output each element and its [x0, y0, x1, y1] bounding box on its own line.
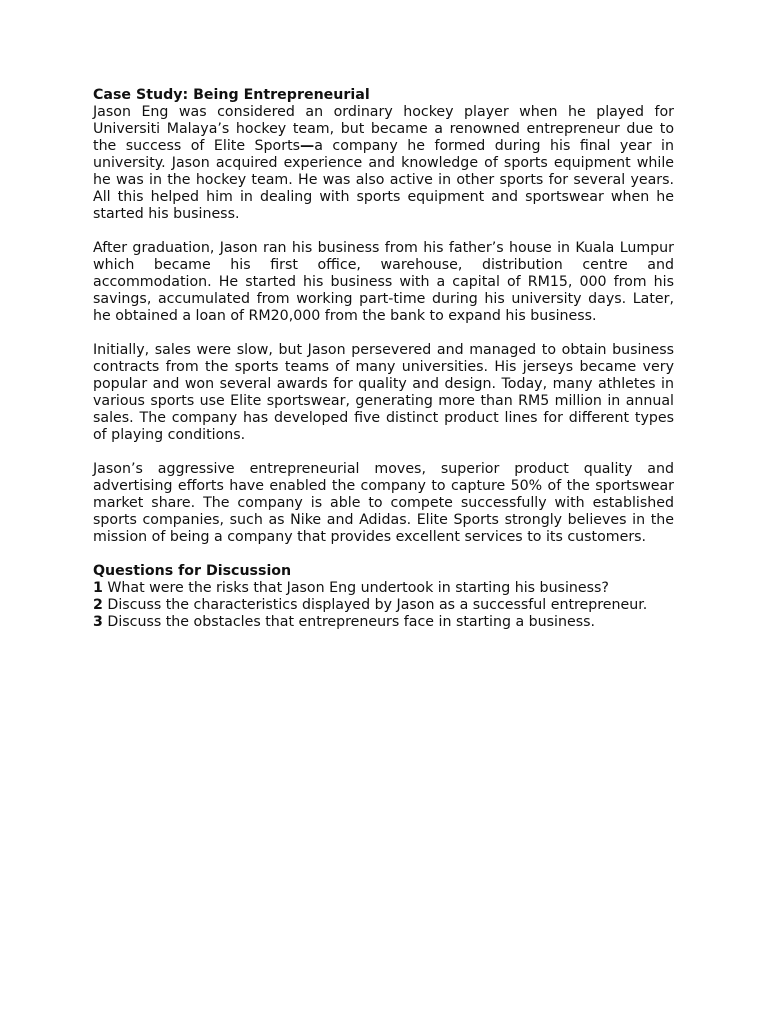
paragraph-spacer [93, 444, 674, 461]
question-text: Discuss the characteristics displayed by Jason as a successful entrepreneur. [107, 597, 648, 613]
paragraph-3: Initially, sales were slow, but Jason persevered and managed to obtain business contracts from the sports teams of many universities. His jerseys became very popular and won several awards for quality and design. Today, many athletes in various sports use Elite sportswear, generating more than RM5 million in annual sales. The company has developed five distinct product lines for different types of playing conditions. [93, 342, 674, 443]
question-text: Discuss the obstacles that entrepreneurs face in starting a business. [107, 614, 596, 630]
paragraph-spacer [93, 546, 674, 563]
question-number: 1 [93, 580, 103, 596]
paragraph-2: After graduation, Jason ran his business from his father’s house in Kuala Lumpur which became his first office, warehouse, distribution centre and accommodation. He started his business with a capital of RM15, 000 from his savings, accumulated from working part-time during his university days. Later, he obtained a loan of RM20,000 from the bank to expand his business. [93, 240, 674, 324]
document-page [93, 87, 674, 631]
question-number: 2 [93, 597, 103, 613]
paragraph-1 [93, 104, 674, 223]
question-item [93, 580, 674, 597]
em-dash: — [300, 138, 315, 154]
paragraph-4: Jason’s aggressive entrepreneurial moves, superior product quality and advertising efforts have enabled the company to capture 50% of the sportswear market share. The company is able to compete successfully with established sports companies, such as Nike and Adidas. Elite Sports strongly believes in the mission of being a company that provides excellent services to its customers. [93, 461, 674, 545]
question-number: 3 [93, 614, 103, 630]
paragraph-spacer [93, 325, 674, 342]
questions-heading: Questions for Discussion [93, 563, 292, 579]
question-item [93, 614, 674, 631]
paragraph-1-text-a: Jason Eng was considered an ordinary hockey player when he played for Universiti Malaya’s hockey team, but became a renowned entrepreneur due to the success of Elite Sports [93, 104, 674, 154]
paragraph-spacer [93, 223, 674, 240]
question-item [93, 597, 674, 614]
paragraph-1-text-b: a company he formed during his final year in university. Jason acquired experience and knowledge of sports equipment while he was in the hockey team. He was also active in other sports for several years. All this helped him in dealing with sports equipment and sportswear when he started his business. [93, 138, 674, 222]
question-text: What were the risks that Jason Eng undertook in starting his business? [107, 580, 609, 596]
case-study-title: Case Study: Being Entrepreneurial [93, 87, 370, 103]
